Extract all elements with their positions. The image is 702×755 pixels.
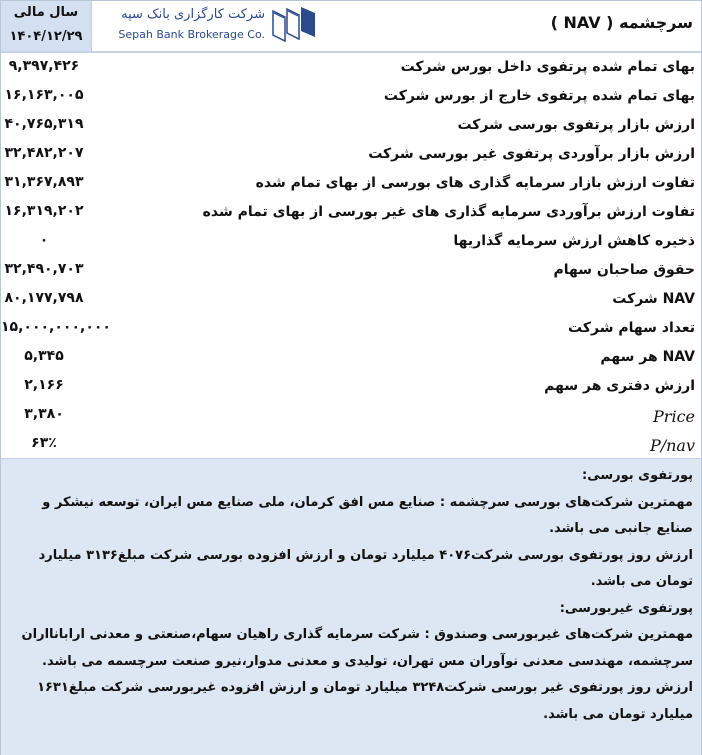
row-value: ۲,۱۶۶ (24, 377, 64, 393)
row-label: تفاوت ارزش بازار سرمایه گذاری های بورسی از بهای تمام شده (255, 175, 695, 191)
row-value: ۳,۳۸۰ (24, 406, 64, 422)
row-value: ۹,۳۹۷,۴۲۶ (8, 58, 80, 74)
table-row (1, 171, 701, 200)
row-value: ۸۰,۱۷۷,۷۹۸ (4, 290, 84, 306)
row-label: تعداد سهام شرکت (568, 320, 695, 336)
bourse-companies: مهمترین شرکت‌های بورسی سرچشمه : صنایع مس افق کرمان، ملی صنایع مس ایران، توسعه نیشکر و صنایع جانبی می باشد. (42, 494, 693, 536)
table-row (1, 200, 701, 229)
fiscal-year-date: ۱۴۰۴/۱۲/۲۹ (9, 29, 83, 44)
logo-text-en: Sepah Bank Brokerage Co. (118, 28, 265, 41)
brokerage-logo (93, 3, 325, 47)
table-row (1, 113, 701, 142)
table-row (1, 55, 701, 84)
row-value: ۰ (39, 232, 49, 248)
bourse-heading: پورتفوی بورسی: (582, 468, 693, 483)
row-value: ۱۶,۱۶۳,۰۰۵ (4, 87, 84, 103)
table-row (1, 84, 701, 113)
portfolio-notes (1, 458, 701, 755)
nonbourse-heading: پورتفوی غیربورسی: (559, 600, 693, 616)
row-value: ۴۰,۷۶۵,۳۱۹ (4, 116, 84, 132)
table-row (1, 316, 701, 345)
row-label: P/nav (649, 436, 695, 455)
report-header (1, 1, 701, 51)
row-label: ارزش بازار برآوردی پرتفوی غیر بورسی شرکت (368, 146, 695, 162)
sepah-logo-icon (271, 7, 317, 43)
row-label: NAV شرکت (612, 291, 695, 307)
nav-table (1, 55, 701, 461)
page-title: سرچشمه ( NAV ) (550, 13, 693, 32)
row-label: حقوق صاحبان سهام (553, 262, 695, 278)
row-label: Price (653, 407, 695, 426)
table-row (1, 345, 701, 374)
bourse-value: ارزش روز پورتفوی بورسی شرکت۴۰۷۶ میلیارد تومان و ارزش افزوده بورسی شرکت مبلغ۳۱۳۶ میلیارد تومان می باشد. (38, 547, 693, 589)
table-row (1, 287, 701, 316)
row-label: ارزش دفتری هر سهم (544, 378, 695, 394)
row-value: ۳۲,۴۸۲,۲۰۷ (4, 145, 84, 161)
row-label: تفاوت ارزش برآوردی سرمایه گذاری های غیر بورسی از بهای تمام شده (202, 204, 695, 220)
table-row (1, 432, 701, 461)
table-row (1, 258, 701, 287)
table-row (1, 229, 701, 258)
row-value: ۳۱,۳۶۷,۸۹۳ (4, 174, 84, 190)
table-row (1, 374, 701, 403)
header-divider (1, 51, 701, 53)
row-value: ۵,۳۴۵ (24, 348, 64, 364)
nonbourse-value: ارزش روز پورتفوی غیر بورسی شرکت۳۲۴۸ میلیارد تومان و ارزش افزوده غیربورسی شرکت مبلغ۱۶۳۱ میلیارد تومان می باشد. (37, 680, 693, 722)
notes-text (7, 463, 693, 728)
row-value: ۱۵,۰۰۰,۰۰۰,۰۰۰ (1, 319, 111, 335)
row-label: ارزش بازار پرتفوی بورسی شرکت (457, 117, 695, 133)
nonbourse-companies: مهمترین شرکت‌های غیربورسی وصندوق : شرکت سرمایه گذاری راهیان سهام،صنعتی و معدنی ارابانااران سرچشمه، مهندسی معدنی نوآوران مس تهران، تولیدی و معدنی مدوار،نیرو صنعت سرچسمه می باشد. (21, 627, 693, 669)
logo-text-fa: شرکت کارگزاری بانک سپه (121, 7, 265, 22)
fiscal-year-label: سال مالی (13, 5, 79, 20)
fiscal-year-box (1, 1, 92, 51)
table-row (1, 142, 701, 171)
row-label: بهای تمام شده پرتفوی خارج از بورس شرکت (383, 88, 695, 104)
row-label: بهای تمام شده پرتفوی داخل بورس شرکت (400, 59, 695, 75)
row-value: ۳۲,۴۹۰,۷۰۳ (4, 261, 84, 277)
row-label: NAV هر سهم (600, 349, 695, 365)
table-row (1, 403, 701, 432)
row-value: ۱۶,۳۱۹,۲۰۲ (4, 203, 84, 219)
row-value: ۶۳٪ (31, 435, 57, 451)
row-label: ذخیره کاهش ارزش سرمایه گذاریها (453, 233, 695, 249)
